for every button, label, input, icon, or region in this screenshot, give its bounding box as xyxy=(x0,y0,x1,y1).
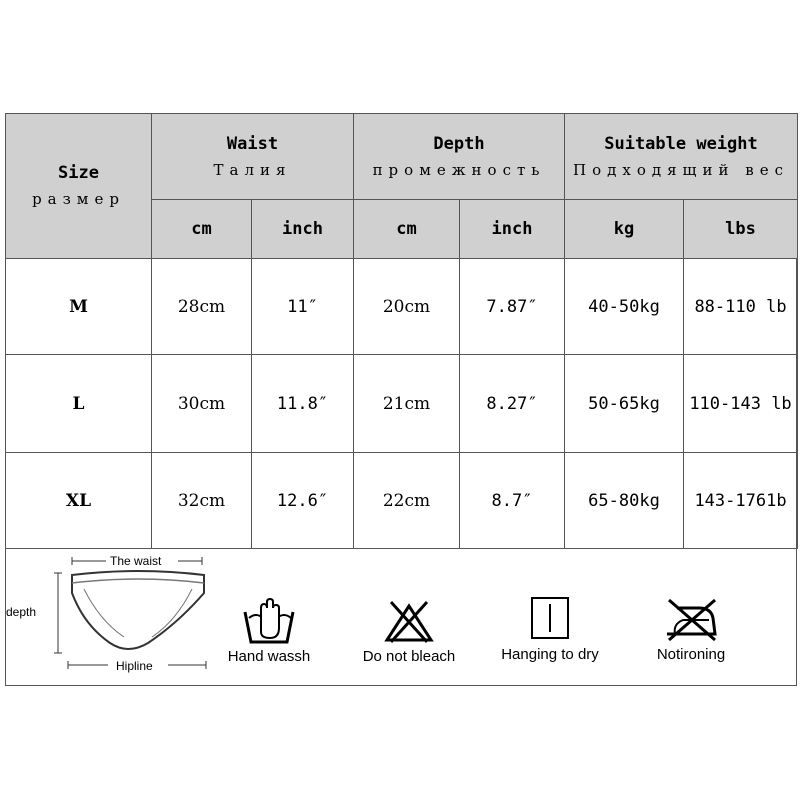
hand-wash-icon xyxy=(239,598,299,644)
waist-header-ru: Талия xyxy=(213,160,292,179)
weight-header-en: Suitable weight xyxy=(604,133,758,154)
unit-depth-cm: cm xyxy=(354,200,460,259)
waist-header xyxy=(152,114,354,200)
unit-depth-inch: inch xyxy=(460,200,565,259)
waist-cm-cell: 28cm xyxy=(152,259,252,355)
hang-dry-icon xyxy=(520,596,580,642)
table-row xyxy=(6,259,798,355)
kg-cell: 40-50kg xyxy=(565,259,684,355)
depth-inch-cell: 7.87″ xyxy=(460,259,565,355)
care-label: Hanging to dry xyxy=(501,646,599,663)
hipline-label: Hipline xyxy=(116,659,153,673)
care-label: Do not bleach xyxy=(362,648,456,665)
no-ironing-icon xyxy=(659,596,723,642)
waist-inch-cell: 12.6″ xyxy=(252,453,354,549)
size-cell: L xyxy=(6,355,152,453)
waist-cm-cell: 32cm xyxy=(152,453,252,549)
size-cell: M xyxy=(6,259,152,355)
depth-inch-cell: 8.7″ xyxy=(460,453,565,549)
care-item-hand-wash xyxy=(215,598,323,665)
size-header-en: Size xyxy=(58,163,99,183)
depth-cm-cell: 20cm xyxy=(354,259,460,355)
unit-lbs: lbs xyxy=(684,200,798,259)
waist-header-en: Waist xyxy=(226,133,279,154)
care-label: Notironing xyxy=(656,646,726,663)
lbs-cell: 143-1761b xyxy=(684,453,798,549)
depth-header-ru: промежность xyxy=(372,160,546,179)
weight-header-ru: Подходящий вес xyxy=(573,160,789,179)
depth-header xyxy=(354,114,565,200)
unit-waist-inch: inch xyxy=(252,200,354,259)
size-chart-table xyxy=(5,113,798,549)
waist-inch-cell: 11″ xyxy=(252,259,354,355)
waist-cm-cell: 30cm xyxy=(152,355,252,453)
depth-inch-cell: 8.27″ xyxy=(460,355,565,453)
care-item-no-ironing xyxy=(636,596,746,663)
table-row xyxy=(6,355,798,453)
depth-cm-cell: 21cm xyxy=(354,355,460,453)
lbs-cell: 110-143 lb xyxy=(684,355,798,453)
kg-cell: 65-80kg xyxy=(565,453,684,549)
depth-label: depth xyxy=(6,605,37,619)
kg-cell: 50-65kg xyxy=(565,355,684,453)
measurement-diagram xyxy=(6,553,218,683)
depth-header-en: Depth xyxy=(433,133,485,154)
do-not-bleach-icon xyxy=(379,598,439,644)
waist-inch-cell: 11.8″ xyxy=(252,355,354,453)
waist-label: The waist xyxy=(110,554,162,568)
care-label: Hand wassh xyxy=(227,648,311,665)
table-row xyxy=(6,453,798,549)
lbs-cell: 88-110 lb xyxy=(684,259,798,355)
unit-waist-cm: cm xyxy=(152,200,252,259)
unit-kg: kg xyxy=(565,200,684,259)
care-item-do-not-bleach xyxy=(350,598,468,665)
size-header-ru: размер xyxy=(32,190,125,208)
depth-cm-cell: 22cm xyxy=(354,453,460,549)
size-header xyxy=(6,114,152,259)
weight-header xyxy=(565,114,798,200)
size-cell: XL xyxy=(6,453,152,549)
care-item-hang-dry xyxy=(488,596,612,663)
